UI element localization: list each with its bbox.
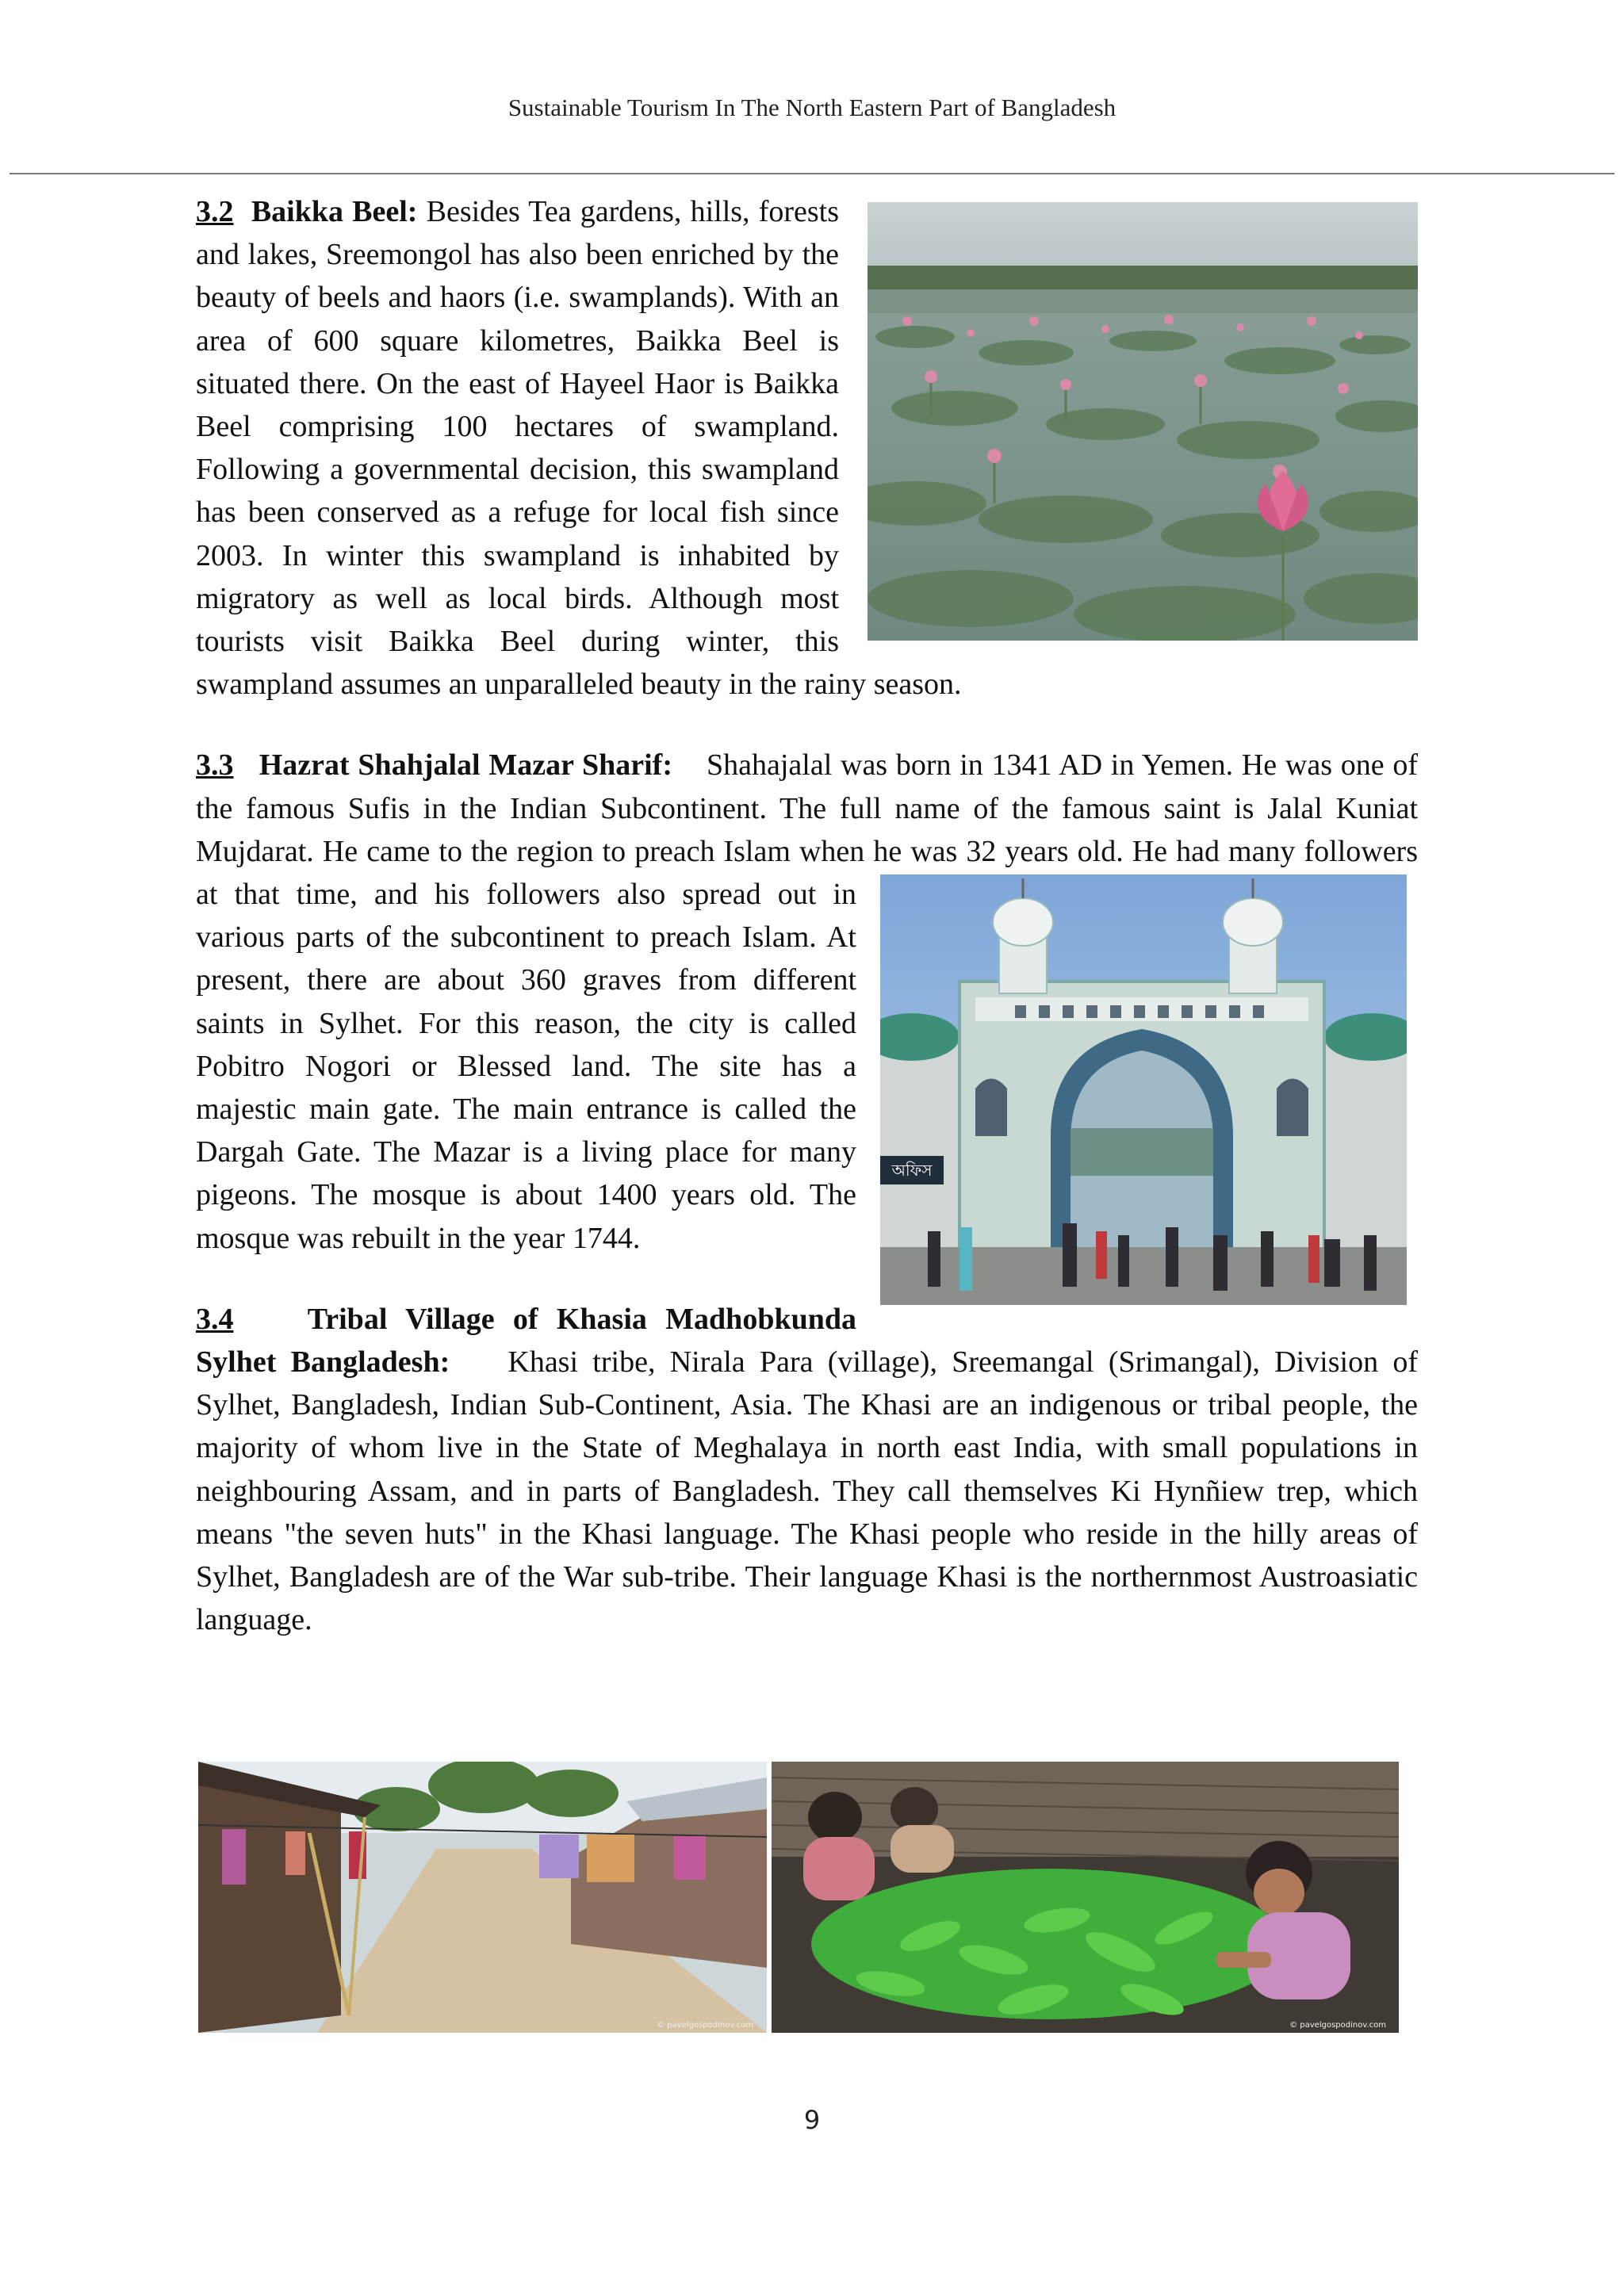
section-text: Besides Tea gardens, hills, forests and lakes, Sreemongol has also been enriched by the beauty of beels and haors (i.e. swamplands). With an area of 600 square kilometres, Baikka Beel is situated there. On the east of Hayeel Haor is Baikka Beel comprising 100 hectares of swampland. Following a governmental decision, this swampland has been conserved as a refuge for local fish since 2003. In winter this swampland is inhabited by migratory as well as local birds. Although most tourists visit Baikka Beel during winter, this swampland assumes an unparalleled beauty in the rainy season.	[196, 195, 962, 702]
dargah-gate-image	[880, 874, 1407, 1305]
leaf-sorting-photo	[772, 1762, 1399, 2033]
section-3-3	[196, 744, 1418, 1259]
header-rule	[10, 173, 1614, 174]
photo-watermark: © pavelgospodinov.com	[1289, 2021, 1386, 2030]
running-header: Sustainable Tourism In The North Eastern Part of Bangladesh	[508, 94, 1116, 121]
gate-sign-text: অফিস	[891, 1161, 933, 1181]
section-number: 3.3	[196, 748, 234, 783]
leaf-sorting-image	[772, 1762, 1399, 2033]
lotus-swamp-image	[868, 202, 1418, 641]
village-street-image	[198, 1762, 767, 2033]
section-text: Shahajalal was born in 1341 AD in Yemen. He was one of the famous Sufis in the Indian Subcontinent. The full name of the famous saint is Jalal Kuniat Mujdarat. He came to the region to preach Islam when he was 32 years old. He had many followers at that time, and his followers also spread out in various parts of the subcontinent to preach Islam. At present, there are about 360 graves from different saints in Sylhet. For this reason, the city is called Pobitro Nogori or Blessed land. The site has a majestic main gate. The main entrance is called the Dargah Gate. The Mazar is a living place for many pigeons. The mosque is about 1400 years old. The mosque was rebuilt in the year 1744.	[196, 748, 1419, 1255]
village-street-photo	[198, 1762, 767, 2033]
section-number: 3.2	[196, 195, 234, 228]
section-text: Khasi tribe, Nirala Para (village), Sreemangal (Srimangal), Division of Sylhet, Bangladesh, Indian Sub-Continent, Asia. The Khasi are an indigenous or tribal people, the majority of whom live in the State of Meghalaya in north east India, with small populations in neighbouring Assam, and in parts of Bangladesh. They call themselves Ki Hynñiew trep, which means "the seven huts" in the Khasi language. The Khasi people who reside in the hilly areas of Sylhet, Bangladesh are of the War sub-tribe. Their language Khasi is the northernmost Austroasiatic language.	[196, 1345, 1419, 1637]
page-body	[196, 190, 1418, 1642]
section-3-2	[196, 190, 1418, 706]
photo-watermark: © pavelgospodinov.com	[657, 2021, 753, 2030]
shahjalal-gate-photo	[880, 874, 1407, 1305]
section-heading: Tribal Village of Khasia Madhobkunda Sylhet Bangladesh:	[196, 1302, 856, 1380]
section-heading: Hazrat Shahjalal Mazar Sharif:	[259, 748, 672, 783]
section-3-4	[196, 1298, 1418, 1642]
section-number: 3.4	[196, 1302, 234, 1336]
khasia-village-photos	[198, 1762, 1399, 2033]
baikka-beel-photo	[868, 202, 1418, 641]
section-heading: Baikka Beel:	[251, 195, 418, 228]
page-number: 9	[803, 2105, 821, 2135]
